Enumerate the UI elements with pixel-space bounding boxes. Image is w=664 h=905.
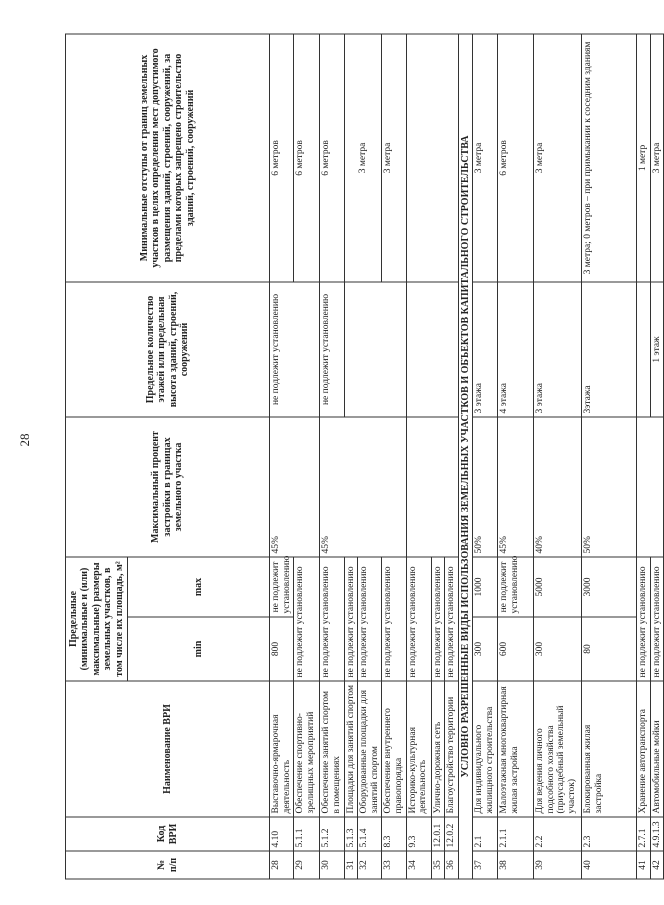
cell-num: 42 — [650, 851, 664, 879]
cell-name: Обеспечение внутреннего правопорядка — [382, 681, 406, 817]
cell-size: не подлежит установлению — [358, 557, 382, 681]
cell-name: Хранение автотранспорта — [637, 681, 651, 817]
cell-floors-empty — [406, 282, 458, 417]
header-row — [66, 34, 128, 879]
cell-name: Блокированная жилая застройка — [582, 681, 637, 817]
cell-setback: 3 метра — [650, 34, 664, 282]
header-floors: Предельное количество этажей или предельная высота зданий, строений, сооружений — [66, 282, 270, 417]
cell-pct: 45% — [498, 417, 534, 557]
cell-code: 2.1 — [473, 817, 498, 851]
cell-pct: 50% — [582, 417, 637, 557]
cell-size: не подлежит установлению — [406, 557, 431, 681]
cell-size: не подлежит установлению — [382, 557, 406, 681]
cell-min: 800 — [270, 617, 294, 681]
cell-code: 5.1.2 — [320, 817, 344, 851]
cell-setback: 3 метра — [534, 34, 582, 282]
cell-code: 2.3 — [582, 817, 637, 851]
cell-max: 1000 — [473, 557, 498, 617]
cell-max: 5000 — [534, 557, 582, 617]
cell-name: Историко-культурная деятельность — [406, 681, 431, 817]
header-max: max — [128, 557, 270, 617]
cell-name: Малоэтажная многоквартирная жилая застройка — [498, 681, 534, 817]
cell-name: Автомобильные мойки — [650, 681, 664, 817]
cell-code: 4.9.1.3 — [650, 817, 664, 851]
cell-name: Выставочно-ярмарочная деятельность — [270, 681, 294, 817]
cell-num: 37 — [473, 851, 498, 879]
cell-name: Для ведения личного подсобного хозяйства (приусадебный земельный участок) — [534, 681, 582, 817]
cell-num: 38 — [498, 851, 534, 879]
table-row — [473, 34, 498, 879]
cell-num: 30 — [320, 851, 344, 879]
cell-num: 41 — [637, 851, 651, 879]
cell-name: Обеспечение спортивно-зрелищных мероприятий — [294, 681, 320, 817]
cell-pct: 45% — [270, 417, 320, 557]
cell-size: не подлежит установлению — [445, 557, 459, 681]
cell-code: 2.2 — [534, 817, 582, 851]
cell-min: 600 — [498, 617, 534, 681]
cell-setback: 3 метра — [382, 34, 406, 282]
table-row — [270, 34, 294, 879]
land-use-table — [65, 33, 664, 879]
cell-name: Оборудованные площадки для занятий спортом — [358, 681, 382, 817]
table-row — [498, 34, 534, 879]
cell-max: не подлежит установлению — [270, 557, 294, 617]
cell-pct: 50% — [473, 417, 498, 557]
cell-setback: 3 метра — [344, 34, 382, 282]
section-row — [458, 34, 472, 879]
page-number: 28 — [17, 433, 32, 447]
cell-setback: 6 метров — [270, 34, 294, 282]
cell-floors: 3 этажа — [473, 282, 498, 417]
cell-floors: 4 этажа — [498, 282, 534, 417]
cell-code: 2.1.1 — [498, 817, 534, 851]
cell-min: 300 — [473, 617, 498, 681]
section-title: УСЛОВНО РАЗРЕШЕННЫЕ ВИДЫ ИСПОЛЬЗОВАНИЯ ЗЕМЕЛЬНЫХ УЧАСТКОВ И ОБЪЕКТОВ КАПИТАЛЬНОГО СТРОИТЕЛЬСТВА — [458, 34, 472, 879]
cell-code: 5.1.4 — [358, 817, 382, 851]
header-min: min — [128, 617, 270, 681]
cell-num: 33 — [382, 851, 406, 879]
cell-floors: 3этажа — [582, 282, 637, 417]
cell-setback: 3 метра; 0 метров – при примыкании к соседним зданиям — [582, 34, 637, 282]
table-row — [406, 34, 431, 879]
cell-setback: 1 метр — [637, 34, 651, 282]
cell-setback: 6 метров — [294, 34, 320, 282]
cell-code: 2.7.1 — [637, 817, 651, 851]
cell-name: Благоустройство территории — [445, 681, 459, 817]
cell-max: 3000 — [582, 557, 637, 617]
cell-num: 32 — [358, 851, 382, 879]
cell-name: Улично-дорожная сеть — [431, 681, 445, 817]
cell-size: не подлежит установлению — [637, 557, 651, 681]
cell-code: 12.0.1 — [431, 817, 445, 851]
cell-num: 39 — [534, 851, 582, 879]
cell-num: 34 — [406, 851, 431, 879]
cell-floors-empty — [344, 282, 406, 417]
cell-max: не подлежит установлению — [498, 557, 534, 617]
cell-num: 29 — [294, 851, 320, 879]
cell-pct-empty — [637, 417, 664, 557]
cell-pct: 40% — [534, 417, 582, 557]
cell-num: 36 — [445, 851, 459, 879]
header-setback: Минимальные отступы от границ земельных участков в целях определения мест допустимого размещения зданий, строений, сооружений, за пределами которых запрещено строительство зданий, строений, сооружений — [66, 34, 270, 282]
rotated-table-wrapper — [65, 35, 662, 880]
cell-size: не подлежит установлению — [294, 557, 320, 681]
cell-pct: 45% — [320, 417, 406, 557]
cell-code: 12.0.2 — [445, 817, 459, 851]
header-code: Код ВРИ — [66, 817, 270, 851]
cell-num: 40 — [582, 851, 637, 879]
cell-size: не подлежит установлению — [344, 557, 358, 681]
cell-size: не подлежит установлению — [320, 557, 344, 681]
cell-code: 8.3 — [382, 817, 406, 851]
cell-code: 5.1.3 — [344, 817, 358, 851]
cell-min: 80 — [582, 617, 637, 681]
cell-floors: не подлежит установлению — [320, 282, 344, 417]
cell-size: не подлежит установлению — [650, 557, 664, 681]
cell-name: Обеспечение занятий спортом в помещениях — [320, 681, 344, 817]
cell-name: Для индивидуального жилищного строительства — [473, 681, 498, 817]
table-row — [534, 34, 582, 879]
table-row — [320, 34, 344, 879]
cell-num: 35 — [431, 851, 445, 879]
cell-code: 5.1.1 — [294, 817, 320, 851]
header-name: Наименование ВРИ — [66, 681, 270, 817]
cell-code: 4.10 — [270, 817, 294, 851]
cell-num: 31 — [344, 851, 358, 879]
cell-floors: 3 этажа — [534, 282, 582, 417]
cell-name: Площадки для занятий спортом — [344, 681, 358, 817]
cell-floors: 1 этаж — [650, 282, 664, 417]
cell-setback: 3 метра — [473, 34, 498, 282]
cell-pct-empty — [406, 417, 458, 557]
cell-num: 28 — [270, 851, 294, 879]
cell-code: 9.3 — [406, 817, 431, 851]
table-row — [637, 34, 651, 879]
cell-floors: не подлежит установлению — [270, 282, 320, 417]
cell-size: не подлежит установлению — [431, 557, 445, 681]
header-num: № п/п — [66, 851, 270, 879]
cell-floors-empty — [637, 282, 651, 417]
header-pct: Максимальный процент застройки в границах земельного участка — [66, 417, 270, 557]
cell-setback: 6 метров — [320, 34, 344, 282]
cell-min: 300 — [534, 617, 582, 681]
table-row — [582, 34, 637, 879]
cell-setback: 6 метров — [498, 34, 534, 282]
header-size: Предельные (минимальные и (или) максимальные) размеры земельных участков, в том числе их площадь, м² — [66, 557, 128, 681]
cell-setback-empty — [406, 34, 458, 282]
